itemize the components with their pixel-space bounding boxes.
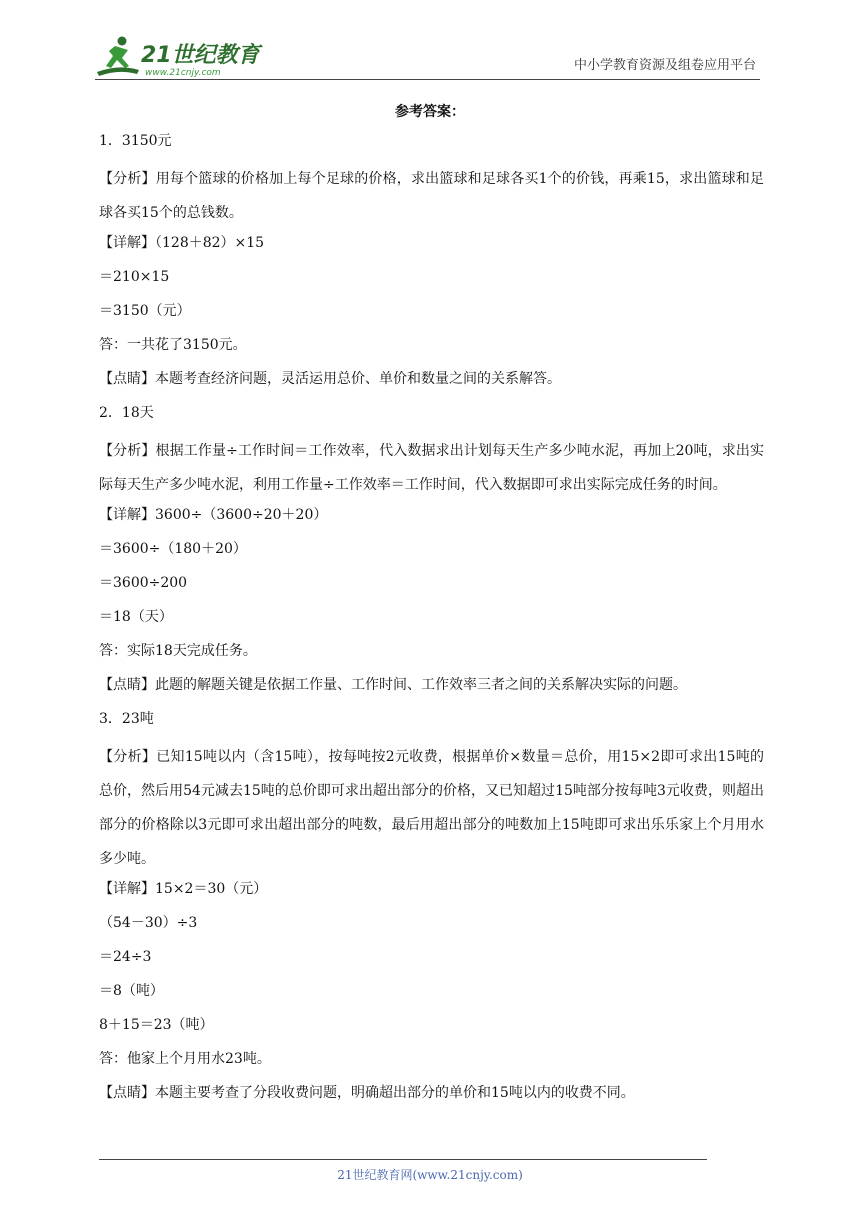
answer-line: 【分析】已知15吨以内（含15吨），按每吨按2元收费，根据单价×数量＝总价，用15×2即可求出15吨的总价，然后用54元减去15吨的总价即可求出超出部分的价格，又已知超过15吨部分按每吨3元收费，则超出部分的价格除以3元即可求出超出部分的吨数，最后用超出部分的吨数加上15吨即可求出乐乐家上个月用水多少吨。: [99, 749, 764, 867]
page-header: [95, 30, 760, 78]
answer-line: 【分析】根据工作量÷工作时间＝工作效率，代入数据求出计划每天生产多少吨水泥，再加上20吨，求出实际每天生产多少吨水泥，利用工作量÷工作效率＝工作时间，代入数据即可求出实际完成任务的时间。: [99, 443, 764, 493]
answer-line: 【详解】3600÷（3600÷20＋20）: [99, 507, 328, 523]
answer-line: 【详解】15×2＝30（元）: [99, 881, 268, 897]
answer-line: 【分析】用每个篮球的价格加上每个足球的价格，求出篮球和足球各买1个的价钱，再乘15，求出篮球和足球各买15个的总钱数。: [99, 171, 764, 221]
answer-line: 【点睛】此题的解题关键是依据工作量、工作时间、工作效率三者之间的关系解决实际的问题。: [99, 677, 687, 693]
answer-line: 答：一共花了3150元。: [99, 337, 247, 353]
logo-url-text: www.21cnjy.com: [145, 68, 221, 78]
page-footer: 21世纪教育网(www.21cnjy.com): [337, 1168, 523, 1182]
site-logo: [95, 34, 265, 78]
answer-line: ＝3600÷（180＋20）: [99, 541, 247, 557]
answer-line: 2．18天: [99, 405, 154, 421]
logo-brand-text: 21世纪教育: [141, 43, 260, 68]
answer-line: 【详解】（128＋82）×15: [99, 235, 265, 251]
answer-line: 答：他家上个月用水23吨。: [99, 1051, 271, 1067]
header-divider: [95, 79, 760, 80]
answer-line: 1．3150元: [99, 133, 172, 149]
answer-line: ＝8（吨）: [99, 983, 164, 999]
answer-line: ＝3150（元）: [99, 303, 191, 319]
answer-line: 3．23吨: [99, 711, 154, 727]
answer-line: 答：实际18天完成任务。: [99, 643, 257, 659]
platform-name: 中小学教育资源及组卷应用平台: [573, 58, 756, 73]
answer-line: ＝210×15: [99, 269, 170, 285]
answer-line: ＝24÷3: [99, 949, 152, 965]
answer-line: 【点睛】本题主要考查了分段收费问题，明确超出部分的单价和15吨以内的收费不同。: [99, 1085, 635, 1101]
answer-line: ＝3600÷200: [99, 575, 188, 591]
footer-divider: [99, 1159, 707, 1160]
runner-icon: [97, 37, 139, 77]
answer-line: ＝18（天）: [99, 609, 173, 625]
answer-content: [99, 128, 764, 1114]
answer-line: 【点睛】本题考查经济问题，灵活运用总价、单价和数量之间的关系解答。: [99, 371, 561, 387]
answer-line: 8＋15＝23（吨）: [99, 1017, 214, 1033]
page-title: 参考答案：: [395, 104, 465, 120]
answer-line: （54－30）÷3: [99, 915, 198, 931]
